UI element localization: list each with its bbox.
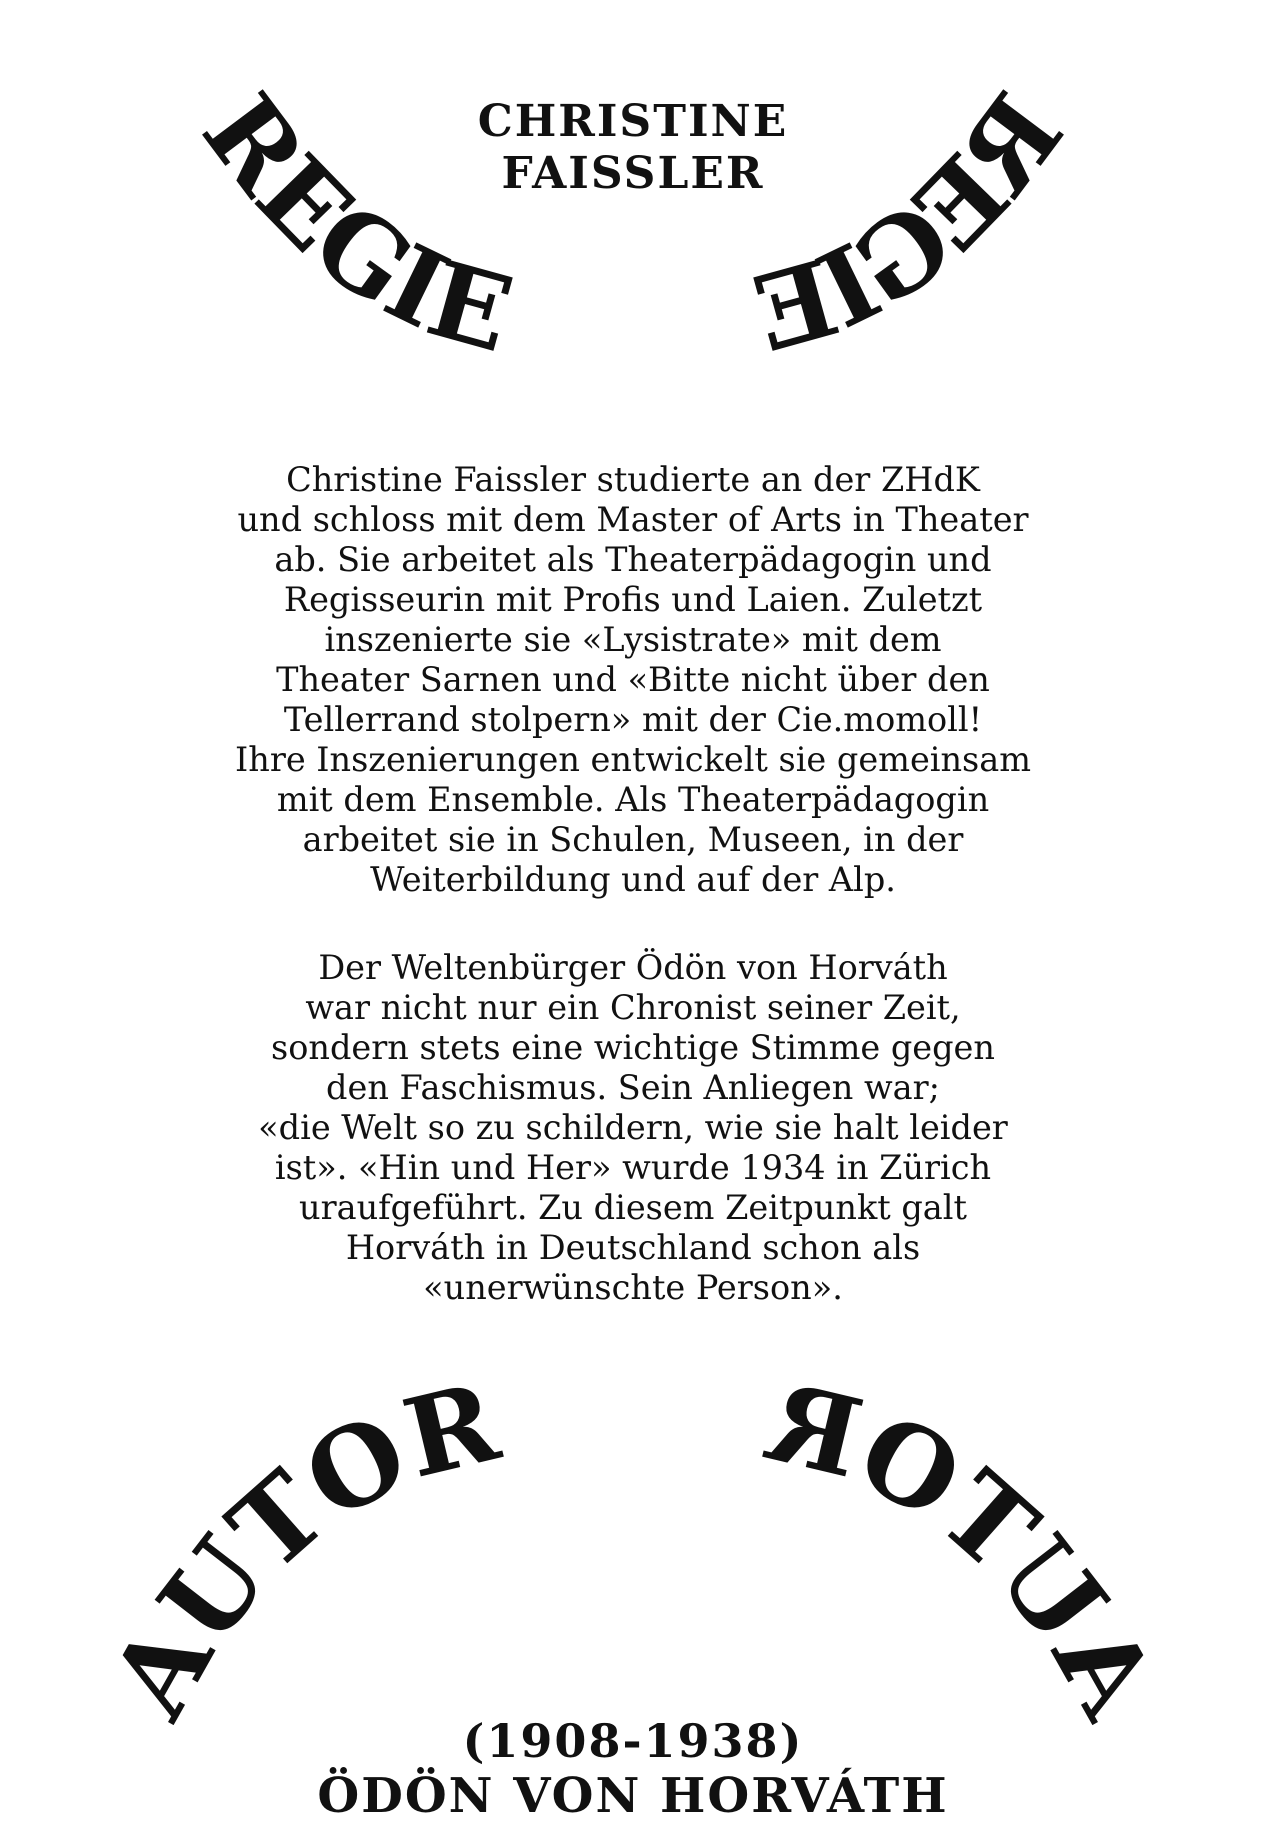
bio-line: Horváth in Deutschland schon als — [345, 1228, 921, 1267]
bio-line: «die Welt so zu schildern, wie sie halt leider — [258, 1108, 1008, 1147]
svg-text:REGIE: REGIE — [741, 72, 1087, 377]
bio-line: Der Weltenbürger Ödön von Horváth — [318, 948, 948, 987]
footer-role-word: AUTOR — [86, 1380, 510, 1738]
bio-line: Christine Faissler studierte an der ZHdK — [286, 460, 980, 499]
bio-line: arbeitet sie in Schulen, Museen, in der — [302, 820, 964, 859]
footer-role-word-mirrored — [756, 1380, 1180, 1738]
bio-line: Ihre Inszenierungen entwickelt sie gemeinsam — [235, 740, 1031, 779]
bio-line: ist». «Hin und Her» wurde 1934 in Zürich — [274, 1148, 992, 1187]
bio-line: und schloss mit dem Master of Arts in Theater — [237, 500, 1029, 539]
director-first-name: CHRISTINE — [477, 96, 789, 147]
author-life-years: (1908-1938) — [462, 1714, 804, 1768]
bio-line: mit dem Ensemble. Als Theaterpädagogin — [276, 780, 990, 819]
bio-line: den Faschismus. Sein Anliegen war; — [326, 1068, 940, 1107]
svg-text:AUTOR: AUTOR — [756, 1380, 1180, 1738]
header-role-word: REGIE — [179, 72, 525, 377]
bio-line: ab. Sie arbeitet als Theaterpädagogin und — [274, 540, 992, 579]
bio-line: Theater Sarnen und «Bitte nicht über den — [276, 660, 990, 699]
bio-line: Tellerrand stolpern» mit der Cie.momoll! — [283, 700, 983, 739]
bio-line: uraufgeführt. Zu diesem Zeitpunkt galt — [299, 1188, 967, 1227]
author-biography — [150, 948, 1116, 1308]
director-last-name: FAISSLER — [501, 148, 765, 199]
director-biography — [150, 460, 1116, 900]
header-arch-graphic — [0, 0, 1266, 420]
bio-line: sondern stets eine wichtige Stimme gegen — [271, 1028, 995, 1067]
author-name: ÖDÖN VON HORVÁTH — [317, 1768, 949, 1824]
bio-line: Regisseurin mit Profis und Laien. Zuletzt — [283, 580, 983, 619]
bio-line: Weiterbildung und auf der Alp. — [370, 860, 896, 899]
bio-line: war nicht nur ein Chronist seiner Zeit, — [305, 988, 961, 1027]
bio-line: inszenierte sie «Lysistrate» mit dem — [324, 620, 942, 659]
bio-line: «unerwünschte Person». — [423, 1268, 843, 1307]
